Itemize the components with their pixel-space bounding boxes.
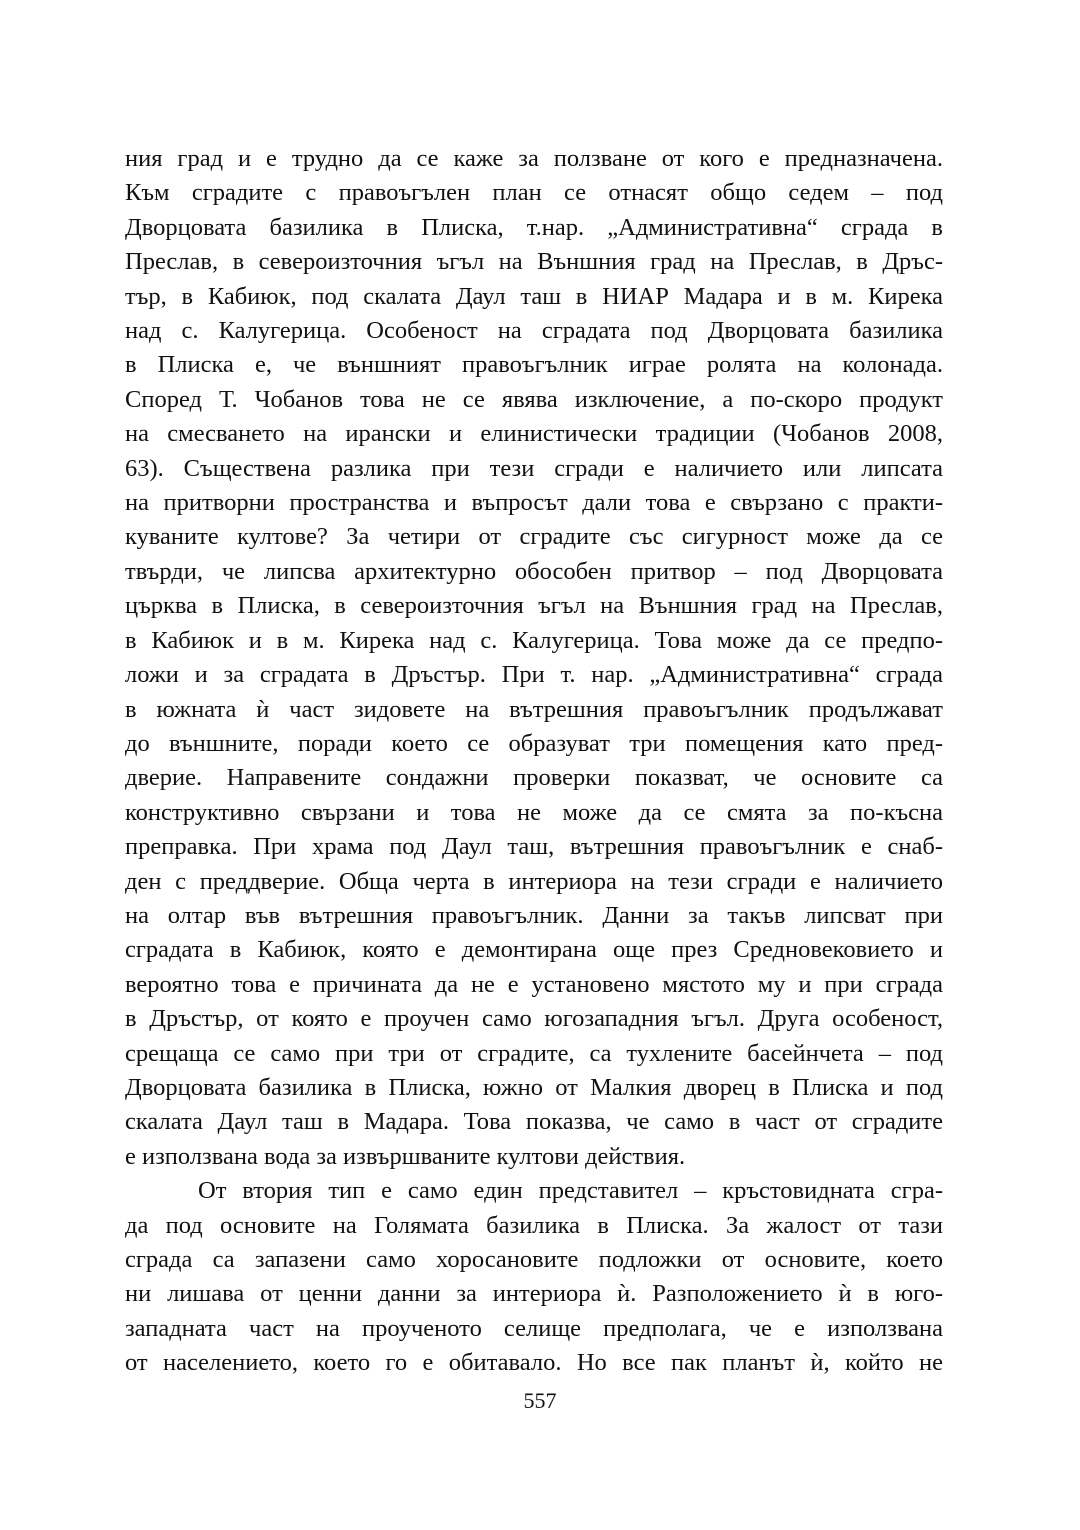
text-line: на смесването на ирански и елинистически традиции (Чобанов 2008, — [125, 420, 943, 448]
text-line: църква в Плиска, в североизточния ъгъл на Външния град на Преслав, — [125, 592, 943, 620]
text-line: до външните, поради което се образуват три помещения като пред- — [125, 729, 943, 757]
text-line: е използвана вода за извършваните култови действия. — [125, 1142, 686, 1170]
text-line: в Дръстър, от която е проучен само югозападния ъгъл. Друга особеност, — [125, 1005, 943, 1033]
text-line: преправка. При храма под Даул таш, вътрешния правоъгълник е снаб- — [125, 833, 943, 861]
text-line: тър, в Кабиюк, под скалата Даул таш в НИАР Мадара и в м. Кирека — [125, 282, 943, 310]
text-line: над с. Калугерица. Особеност на сградата под Дворцовата базилика — [125, 317, 943, 345]
text-line: дверие. Направените сондажни проверки показват, че основите са — [125, 764, 943, 792]
text-line: в южната ѝ част зидовете на вътрешния правоъгълник продължават — [125, 695, 943, 723]
text-line: Преслав, в североизточния ъгъл на Външния град на Преслав, в Дръс- — [125, 248, 943, 276]
text-line: Дворцовата базилика в Плиска, южно от Малкия дворец в Плиска и под — [125, 1073, 943, 1101]
text-line: От втория тип е само един представител – кръстовидната сгра- — [198, 1177, 943, 1205]
text-line: ден с преддверие. Обща черта в интериора на тези сгради е наличието — [125, 867, 943, 895]
text-line: срещаща се само при три от сградите, са тухлените басейнчета – под — [125, 1039, 943, 1067]
text-line: ни лишава от ценни данни за интериора ѝ. Разположението ѝ в юго- — [125, 1280, 943, 1308]
text-line: ложи и за сградата в Дръстър. При т. нар. „Административна“ сграда — [125, 661, 943, 689]
paragraph-2 — [125, 1174, 943, 1380]
text-line: конструктивно свързани и това не може да се смята за по-късна — [125, 798, 943, 826]
text-line: в Кабиюк и в м. Кирека над с. Калугерица. Това може да се предпо- — [125, 626, 943, 654]
text-line: сграда са запазени само хоросановите подложки от основите, което — [125, 1246, 943, 1273]
text-line: на притворни пространства и въпросът дали това е свързано с практи- — [125, 489, 943, 517]
text-line: западната част на проученото селище предполага, че е използвана — [125, 1314, 943, 1342]
paragraph-1 — [125, 142, 943, 1174]
body-text — [125, 142, 943, 1381]
page-number: 557 — [523, 1388, 557, 1413]
text-line: сградата в Кабиюк, която е демонтирана още през Средновековието и — [125, 936, 943, 964]
text-line: 63). Съществена разлика при тези сгради е наличието или липсата — [125, 454, 943, 482]
text-line: да под основите на Голямата базилика в Плиска. За жалост от тази — [125, 1211, 943, 1239]
text-line: вероятно това е причината да не е установено мястото му и при сграда — [125, 970, 943, 998]
text-line: ния град и е трудно да се каже за ползване от кого е предназначена. — [125, 145, 943, 172]
text-line: скалата Даул таш в Мадара. Това показва, че само в част от сградите — [125, 1108, 943, 1136]
text-line: на олтар във вътрешния правоъгълник. Данни за такъв липсват при — [125, 901, 943, 929]
text-line: твърди, че липсва архитектурно обособен притвор – под Дворцовата — [125, 557, 943, 585]
text-line: Към сградите с правоъгълен план се отнасят общо седем – под — [125, 179, 943, 207]
text-line: Според Т. Чобанов това не се явява изключение, а по-скоро продукт — [125, 385, 943, 413]
text-line: от населението, което го е обитавало. Но все пак планът ѝ, който не — [125, 1349, 943, 1377]
text-line: Дворцовата базилика в Плиска, т.нар. „Административна“ сграда в — [125, 213, 943, 241]
text-line: куваните култове? За четири от сградите със сигурност може да се — [125, 523, 943, 551]
text-line: в Плиска е, че външният правоъгълник играе ролята на колонада. — [125, 351, 943, 379]
